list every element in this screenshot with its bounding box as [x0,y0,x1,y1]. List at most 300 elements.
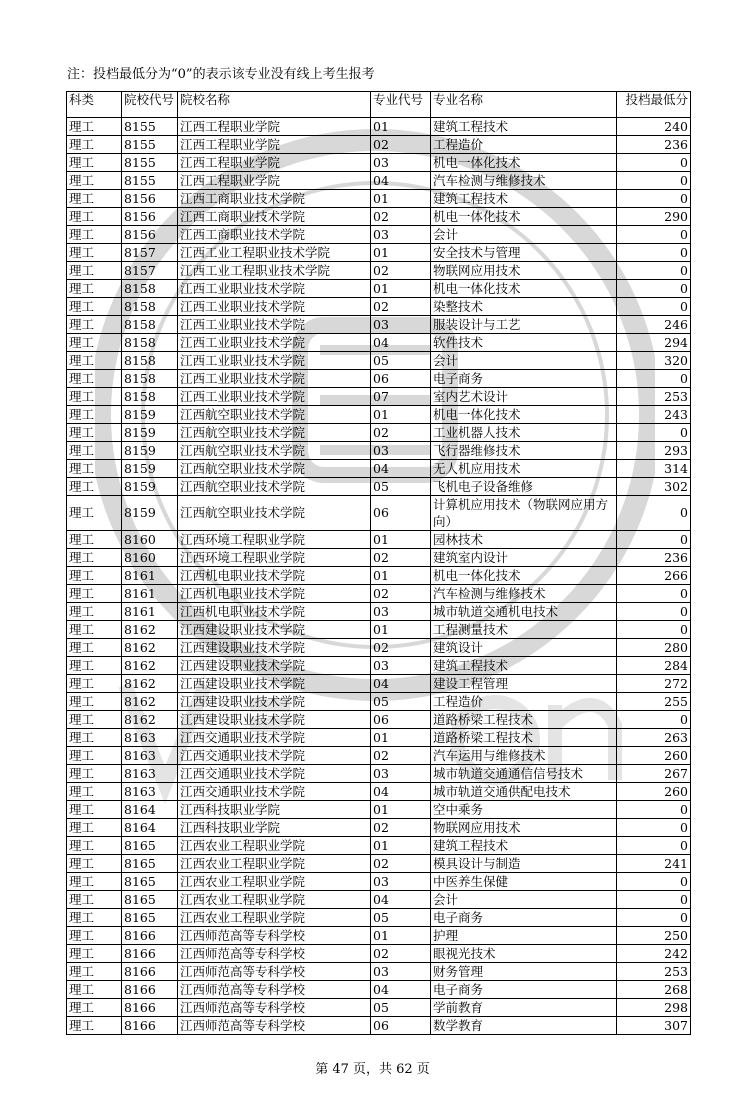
cell-major-code: 01 [371,118,431,136]
cell-major-code: 06 [371,711,431,729]
cell-school-name: 江西机电职业技术学院 [178,603,371,621]
cell-school-code: 8163 [122,747,178,765]
cell-category: 理工 [67,801,122,819]
cell-min-score: 0 [617,190,691,208]
cell-major-name: 园林技术 [431,531,617,549]
cell-major-code: 03 [371,657,431,675]
cell-min-score: 0 [617,154,691,172]
cell-school-code: 8163 [122,729,178,747]
table-row [67,855,691,873]
cell-major-name: 会计 [431,352,617,370]
cell-min-score: 0 [617,603,691,621]
cell-school-code: 8157 [122,262,178,280]
cell-school-code: 8162 [122,675,178,693]
cell-school-name: 江西农业工程职业学院 [178,891,371,909]
cell-category: 理工 [67,531,122,549]
cell-major-name: 染整技术 [431,298,617,316]
cell-major-name: 物联网应用技术 [431,819,617,837]
cell-major-code: 04 [371,891,431,909]
cell-major-name: 汽车检测与维修技术 [431,172,617,190]
cell-major-name: 城市轨道交通供配电技术 [431,783,617,801]
cell-school-name: 江西工程职业学院 [178,136,371,154]
cell-school-code: 8159 [122,406,178,424]
cell-category: 理工 [67,136,122,154]
cell-category: 理工 [67,639,122,657]
cell-major-name: 机电一体化技术 [431,280,617,298]
cell-school-code: 8163 [122,765,178,783]
cell-min-score: 0 [617,711,691,729]
cell-school-code: 8163 [122,783,178,801]
cell-school-code: 8166 [122,1017,178,1035]
cell-major-code: 06 [371,1017,431,1035]
table-row [67,1017,691,1035]
cell-min-score: 246 [617,316,691,334]
cell-school-code: 8158 [122,334,178,352]
cell-major-code: 04 [371,981,431,999]
cell-min-score: 284 [617,657,691,675]
cell-category: 理工 [67,316,122,334]
cell-school-code: 8165 [122,909,178,927]
cell-major-code: 04 [371,172,431,190]
table-row [67,963,691,981]
cell-school-code: 8162 [122,711,178,729]
table-row [67,496,691,531]
cell-major-code: 01 [371,406,431,424]
cell-major-code: 02 [371,639,431,657]
cell-major-name: 建筑工程技术 [431,837,617,855]
cell-school-code: 8159 [122,460,178,478]
cell-major-name: 会计 [431,891,617,909]
cell-category: 理工 [67,262,122,280]
cell-category: 理工 [67,927,122,945]
cell-major-name: 模具设计与制造 [431,855,617,873]
cell-major-code: 01 [371,801,431,819]
cell-major-name: 道路桥梁工程技术 [431,711,617,729]
cell-school-code: 8161 [122,585,178,603]
table-row [67,891,691,909]
cell-school-code: 8160 [122,531,178,549]
cell-category: 理工 [67,963,122,981]
cell-min-score: 294 [617,334,691,352]
cell-min-score: 0 [617,496,691,531]
admission-score-table [66,91,691,1035]
cell-school-code: 8166 [122,999,178,1017]
table-row [67,118,691,136]
cell-min-score: 290 [617,208,691,226]
cell-major-name: 财务管理 [431,963,617,981]
cell-major-name: 机电一体化技术 [431,567,617,585]
cell-school-code: 8155 [122,154,178,172]
cell-school-name: 江西科技职业学院 [178,801,371,819]
cell-major-code: 04 [371,460,431,478]
cell-category: 理工 [67,406,122,424]
cell-school-code: 8162 [122,657,178,675]
cell-min-score: 0 [617,262,691,280]
table-row [67,316,691,334]
cell-school-name: 江西工业职业技术学院 [178,316,371,334]
table-row [67,370,691,388]
cell-school-code: 8165 [122,891,178,909]
cell-major-name: 计算机应用技术（物联网应用方向） [431,496,617,531]
cell-min-score: 253 [617,388,691,406]
cell-school-code: 8158 [122,280,178,298]
cell-school-name: 江西师范高等专科学校 [178,927,371,945]
cell-school-name: 江西师范高等专科学校 [178,1017,371,1035]
cell-major-code: 02 [371,945,431,963]
cell-major-code: 02 [371,819,431,837]
cell-major-code: 01 [371,837,431,855]
cell-major-code: 04 [371,334,431,352]
cell-category: 理工 [67,1017,122,1035]
cell-category: 理工 [67,657,122,675]
cell-school-name: 江西建设职业技术学院 [178,711,371,729]
table-row [67,334,691,352]
cell-min-score: 307 [617,1017,691,1035]
header-category: 科类 [67,92,122,118]
cell-major-code: 03 [371,442,431,460]
table-row [67,154,691,172]
table-row [67,442,691,460]
cell-major-code: 01 [371,531,431,549]
cell-category: 理工 [67,190,122,208]
cell-major-name: 安全技术与管理 [431,244,617,262]
cell-major-code: 02 [371,136,431,154]
table-row [67,478,691,496]
cell-category: 理工 [67,675,122,693]
cell-category: 理工 [67,999,122,1017]
cell-school-code: 8166 [122,981,178,999]
cell-major-code: 01 [371,567,431,585]
cell-category: 理工 [67,729,122,747]
table-row [67,747,691,765]
table-row [67,460,691,478]
cell-category: 理工 [67,298,122,316]
cell-min-score: 236 [617,549,691,567]
cell-category: 理工 [67,603,122,621]
cell-school-name: 江西环境工程职业学院 [178,549,371,567]
cell-major-name: 建筑设计 [431,639,617,657]
cell-major-code: 05 [371,999,431,1017]
cell-major-code: 01 [371,729,431,747]
cell-school-name: 江西建设职业技术学院 [178,639,371,657]
cell-school-name: 江西工业工程职业技术学院 [178,244,371,262]
cell-major-name: 服装设计与工艺 [431,316,617,334]
cell-category: 理工 [67,154,122,172]
cell-school-code: 8166 [122,963,178,981]
cell-school-name: 江西农业工程职业学院 [178,855,371,873]
cell-major-name: 建筑工程技术 [431,190,617,208]
cell-category: 理工 [67,693,122,711]
table-row [67,424,691,442]
cell-min-score: 0 [617,370,691,388]
cell-school-code: 8155 [122,172,178,190]
cell-min-score: 250 [617,927,691,945]
cell-school-code: 8157 [122,244,178,262]
cell-category: 理工 [67,208,122,226]
cell-school-code: 8165 [122,873,178,891]
header-min-score: 投档最低分 [617,92,691,118]
table-row [67,531,691,549]
cell-major-name: 建筑工程技术 [431,118,617,136]
cell-school-code: 8158 [122,388,178,406]
table-row [67,639,691,657]
cell-major-name: 工程造价 [431,136,617,154]
cell-category: 理工 [67,424,122,442]
cell-school-code: 8166 [122,945,178,963]
cell-school-name: 江西工程职业学院 [178,172,371,190]
table-row [67,352,691,370]
cell-min-score: 260 [617,747,691,765]
cell-major-name: 学前教育 [431,999,617,1017]
cell-school-name: 江西交通职业技术学院 [178,765,371,783]
table-row [67,406,691,424]
table-row [67,765,691,783]
cell-min-score: 236 [617,136,691,154]
cell-school-name: 江西交通职业技术学院 [178,747,371,765]
cell-category: 理工 [67,945,122,963]
table-row [67,675,691,693]
cell-major-code: 03 [371,963,431,981]
cell-major-code: 05 [371,693,431,711]
cell-school-name: 江西航空职业技术学院 [178,442,371,460]
cell-min-score: 272 [617,675,691,693]
cell-major-code: 05 [371,352,431,370]
cell-major-code: 06 [371,496,431,531]
cell-major-name: 无人机应用技术 [431,460,617,478]
cell-major-code: 02 [371,747,431,765]
table-row [67,621,691,639]
table-row [67,909,691,927]
cell-school-code: 8156 [122,226,178,244]
cell-category: 理工 [67,765,122,783]
cell-school-name: 江西工商职业技术学院 [178,190,371,208]
cell-category: 理工 [67,442,122,460]
cell-major-code: 02 [371,855,431,873]
cell-school-code: 8162 [122,693,178,711]
cell-school-code: 8158 [122,298,178,316]
cell-school-name: 江西机电职业技术学院 [178,567,371,585]
cell-category: 理工 [67,334,122,352]
cell-school-name: 江西建设职业技术学院 [178,657,371,675]
cell-category: 理工 [67,549,122,567]
cell-major-code: 03 [371,226,431,244]
cell-major-code: 03 [371,154,431,172]
cell-category: 理工 [67,747,122,765]
cell-category: 理工 [67,280,122,298]
header-major-code: 专业代号 [371,92,431,118]
table-row [67,603,691,621]
cell-major-name: 飞机电子设备维修 [431,478,617,496]
cell-major-code: 03 [371,603,431,621]
cell-school-code: 8158 [122,370,178,388]
cell-min-score: 253 [617,963,691,981]
cell-min-score: 0 [617,801,691,819]
cell-category: 理工 [67,855,122,873]
cell-category: 理工 [67,981,122,999]
cell-school-code: 8159 [122,424,178,442]
cell-category: 理工 [67,118,122,136]
cell-major-name: 汽车检测与维修技术 [431,585,617,603]
cell-category: 理工 [67,909,122,927]
table-row [67,172,691,190]
cell-major-name: 建设工程管理 [431,675,617,693]
header-major-name: 专业名称 [431,92,617,118]
cell-school-name: 江西机电职业技术学院 [178,585,371,603]
table-row [67,388,691,406]
cell-school-name: 江西师范高等专科学校 [178,999,371,1017]
cell-category: 理工 [67,891,122,909]
cell-category: 理工 [67,460,122,478]
table-row [67,657,691,675]
cell-min-score: 243 [617,406,691,424]
cell-school-code: 8158 [122,352,178,370]
cell-min-score: 266 [617,567,691,585]
cell-major-code: 01 [371,280,431,298]
cell-min-score: 302 [617,478,691,496]
cell-major-code: 06 [371,370,431,388]
cell-major-name: 物联网应用技术 [431,262,617,280]
cell-school-name: 江西交通职业技术学院 [178,783,371,801]
cell-major-code: 04 [371,783,431,801]
cell-school-name: 江西建设职业技术学院 [178,675,371,693]
cell-major-code: 03 [371,316,431,334]
cell-category: 理工 [67,837,122,855]
cell-min-score: 0 [617,280,691,298]
cell-category: 理工 [67,783,122,801]
cell-min-score: 0 [617,819,691,837]
table-row [67,262,691,280]
cell-major-name: 城市轨道交通机电技术 [431,603,617,621]
cell-major-name: 工程造价 [431,693,617,711]
cell-school-name: 江西工业职业技术学院 [178,352,371,370]
cell-school-code: 8159 [122,496,178,531]
cell-major-name: 建筑工程技术 [431,657,617,675]
cell-major-code: 02 [371,424,431,442]
cell-major-name: 空中乘务 [431,801,617,819]
cell-category: 理工 [67,388,122,406]
table-row [67,837,691,855]
table-row [67,298,691,316]
cell-major-code: 02 [371,549,431,567]
cell-major-name: 眼视光技术 [431,945,617,963]
cell-major-code: 02 [371,262,431,280]
table-row [67,819,691,837]
cell-school-name: 江西工程职业学院 [178,154,371,172]
table-row [67,208,691,226]
cell-category: 理工 [67,370,122,388]
cell-min-score: 242 [617,945,691,963]
table-row [67,136,691,154]
cell-min-score: 241 [617,855,691,873]
cell-school-code: 8161 [122,603,178,621]
cell-school-name: 江西工业工程职业技术学院 [178,262,371,280]
cell-school-code: 8162 [122,639,178,657]
cell-school-name: 江西工程职业学院 [178,118,371,136]
cell-school-name: 江西航空职业技术学院 [178,424,371,442]
cell-school-name: 江西师范高等专科学校 [178,945,371,963]
cell-school-code: 8164 [122,819,178,837]
cell-school-name: 江西工商职业技术学院 [178,226,371,244]
cell-major-code: 05 [371,909,431,927]
cell-min-score: 0 [617,909,691,927]
cell-category: 理工 [67,496,122,531]
table-header-row [67,92,691,118]
cell-major-name: 汽车运用与维修技术 [431,747,617,765]
cell-major-name: 会计 [431,226,617,244]
cell-major-name: 道路桥梁工程技术 [431,729,617,747]
cell-min-score: 314 [617,460,691,478]
cell-major-code: 07 [371,388,431,406]
table-row [67,226,691,244]
cell-major-name: 电子商务 [431,981,617,999]
table-row [67,981,691,999]
cell-major-code: 04 [371,675,431,693]
cell-school-name: 江西航空职业技术学院 [178,460,371,478]
cell-min-score: 255 [617,693,691,711]
cell-category: 理工 [67,585,122,603]
cell-min-score: 0 [617,585,691,603]
cell-school-name: 江西工业职业技术学院 [178,280,371,298]
cell-school-code: 8165 [122,855,178,873]
cell-category: 理工 [67,244,122,262]
cell-min-score: 0 [617,891,691,909]
cell-min-score: 260 [617,783,691,801]
table-row [67,244,691,262]
cell-min-score: 240 [617,118,691,136]
cell-school-name: 江西工业职业技术学院 [178,370,371,388]
cell-school-name: 江西建设职业技术学院 [178,693,371,711]
cell-min-score: 280 [617,639,691,657]
cell-school-name: 江西航空职业技术学院 [178,478,371,496]
cell-category: 理工 [67,711,122,729]
cell-school-name: 江西农业工程职业学院 [178,909,371,927]
table-row [67,693,691,711]
cell-school-code: 8155 [122,136,178,154]
cell-category: 理工 [67,567,122,585]
cell-major-name: 工业机器人技术 [431,424,617,442]
table-row [67,585,691,603]
cell-school-name: 江西科技职业学院 [178,819,371,837]
table-row [67,999,691,1017]
cell-school-name: 江西航空职业技术学院 [178,406,371,424]
cell-school-name: 江西工业职业技术学院 [178,388,371,406]
cell-category: 理工 [67,873,122,891]
cell-major-code: 01 [371,190,431,208]
table-note: 注：投档最低分为“0”的表示该专业没有线上考生报考 [67,67,375,82]
cell-major-code: 01 [371,927,431,945]
cell-major-name: 机电一体化技术 [431,154,617,172]
cell-school-code: 8162 [122,621,178,639]
cell-major-name: 室内艺术设计 [431,388,617,406]
cell-school-name: 江西农业工程职业学院 [178,837,371,855]
cell-min-score: 0 [617,244,691,262]
cell-school-name: 江西建设职业技术学院 [178,621,371,639]
cell-school-code: 8158 [122,316,178,334]
cell-min-score: 263 [617,729,691,747]
cell-school-code: 8155 [122,118,178,136]
cell-school-code: 8159 [122,478,178,496]
cell-school-code: 8156 [122,208,178,226]
table-row [67,190,691,208]
cell-major-name: 电子商务 [431,909,617,927]
cell-school-name: 江西师范高等专科学校 [178,981,371,999]
cell-school-name: 江西航空职业技术学院 [178,496,371,531]
cell-min-score: 293 [617,442,691,460]
header-school-code: 院校代号 [122,92,178,118]
cell-major-code: 05 [371,478,431,496]
cell-min-score: 0 [617,873,691,891]
cell-min-score: 267 [617,765,691,783]
